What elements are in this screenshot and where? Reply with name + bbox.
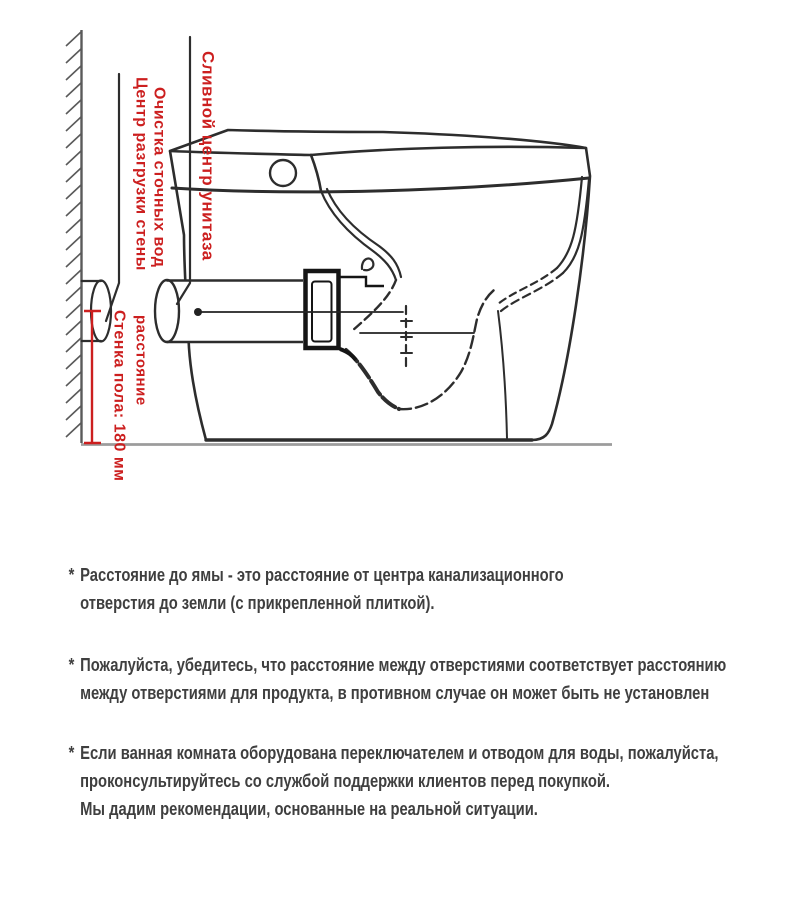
note-line: Если ванная комната оборудована переключателем и отводом для воды, пожалуйста, — [80, 743, 719, 763]
flush-button-icon — [270, 160, 296, 186]
note-bathroom-equipment — [67, 739, 719, 823]
label-distance: расстояние — [132, 315, 150, 406]
note-line: Пожалуйста, убедитесь, что расстояние между отверстиями соответствует расстоянию — [80, 655, 727, 675]
inlet-pipe — [155, 280, 305, 342]
note-line: Мы дадим рекомендации, основанные на реальной ситуации. — [80, 799, 538, 819]
bowl-inner-walls — [321, 177, 589, 311]
label-floor-wall-height: Стенка пола: 180 мм — [110, 310, 128, 482]
label-toilet-drain-center: Сливной центр унитаза — [198, 51, 218, 261]
leader-wall-discharge — [106, 74, 119, 321]
asterisk-marker: * — [68, 743, 75, 763]
trap-sketch — [346, 280, 507, 438]
note-line: отверстия до земли (с прикрепленной плиткой). — [80, 593, 435, 613]
note-line: между отверстиями для продукта, в противном случае он может быть не установлен — [80, 683, 710, 703]
note-pit-distance — [67, 561, 564, 617]
asterisk-marker: * — [68, 565, 75, 585]
label-sewage-treatment: Очистка сточных вод — [150, 87, 168, 268]
note-hole-distance — [67, 651, 726, 707]
asterisk-marker: * — [68, 655, 75, 675]
wall-hatch-pattern — [66, 32, 81, 437]
note-line: Расстояние до ямы - это расстояние от центра канализационного — [80, 565, 564, 585]
note-line: проконсультируйтесь со службой поддержки клиентов перед покупкой. — [80, 771, 611, 791]
label-wall-discharge-center: Центр разгрузки стены — [132, 77, 150, 271]
